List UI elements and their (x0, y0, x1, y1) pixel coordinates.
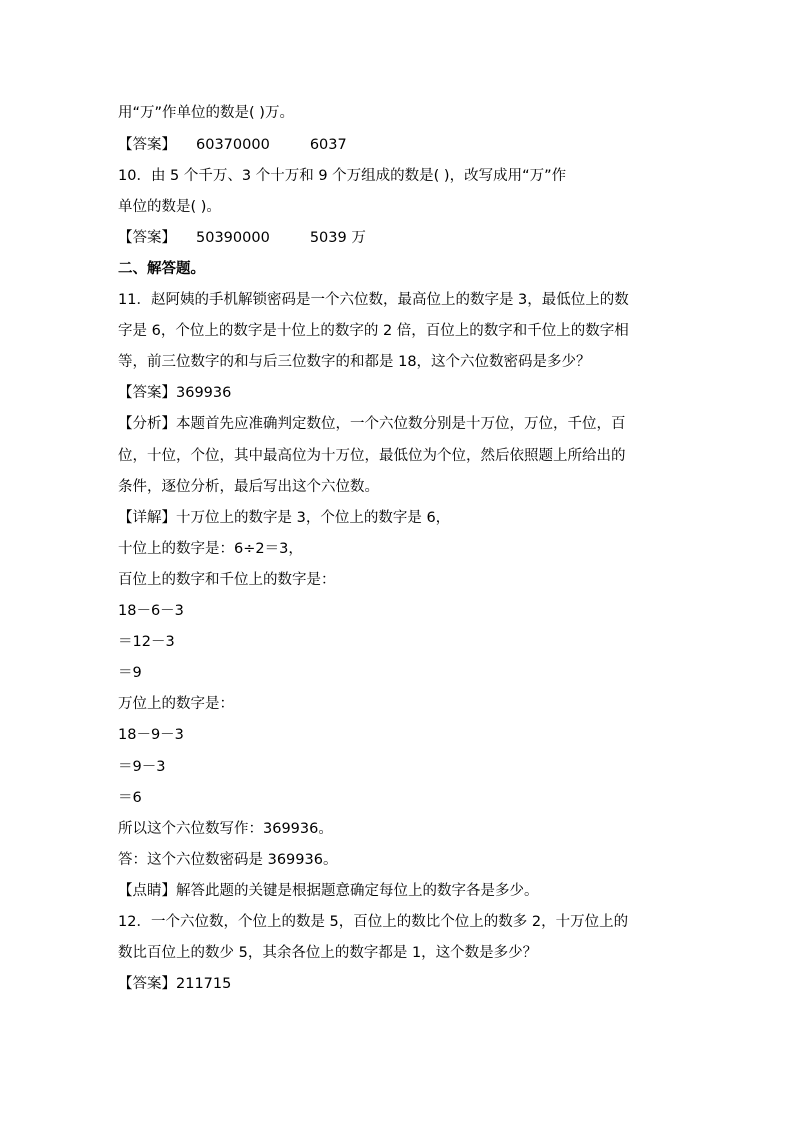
question-line: 10．由 5 个千万、3 个十万和 9 个万组成的数是( )，改写成用“万”作 (118, 168, 567, 184)
answer-value: 60370000 (196, 137, 270, 153)
answer-value: 50390000 (196, 230, 270, 246)
analysis-line: 位，十位，个位，其中最高位为十万位，最低位为个位，然后依照题上所给出的 (118, 448, 626, 464)
equation-line: ＝12－3 (118, 634, 175, 650)
detail-line: 答：这个六位数密码是 369936。 (118, 852, 338, 868)
question-line: 单位的数是( )。 (118, 199, 221, 215)
question-line: 11．赵阿姨的手机解锁密码是一个六位数，最高位上的数字是 3，最低位上的数 (118, 292, 629, 308)
equation-line: ＝6 (118, 790, 142, 806)
remark-line: 【点睛】解答此题的关键是根据题意确定每位上的数字各是多少。 (118, 883, 539, 899)
detail-line: 所以这个六位数写作：369936。 (118, 821, 333, 837)
detail-line: 十位上的数字是：6÷2＝3， (118, 541, 303, 557)
answer-line: 【答案】369936 (118, 385, 232, 401)
answer-value: 6037 (309, 137, 347, 153)
answer-line: 【答案】211715 (118, 976, 232, 992)
question-line: 等，前三位数字的和与后三位数字的和都是 18，这个六位数密码是多少？ (118, 354, 591, 370)
analysis-line: 条件，逐位分析，最后写出这个六位数。 (118, 479, 379, 495)
equation-line: 18－6－3 (118, 603, 184, 619)
section-heading: 二、解答题。 (118, 261, 205, 277)
equation-line: 18－9－3 (118, 727, 184, 743)
equation-line: ＝9 (118, 665, 142, 681)
answer-label: 【答案】 (118, 137, 176, 153)
detail-line: 【详解】十万位上的数字是 3，个位上的数字是 6， (118, 510, 451, 526)
answer-label: 【答案】 (118, 230, 176, 246)
analysis-line: 【分析】本题首先应准确判定数位，一个六位数分别是十万位，万位，千位，百 (118, 416, 626, 432)
answer-line (118, 228, 366, 248)
question-line: 字是 6，个位上的数字是十位上的数字的 2 倍，百位上的数字和千位上的数字相 (118, 323, 629, 339)
detail-line: 万位上的数字是： (118, 696, 234, 712)
question-line: 12．一个六位数，个位上的数是 5，百位上的数比个位上的数多 2，十万位上的 (118, 914, 629, 930)
text-line: 用“万”作单位的数是( )万。 (118, 105, 294, 121)
answer-value: 5039 万 (309, 230, 366, 246)
detail-line: 百位上的数字和千位上的数字是： (118, 572, 336, 588)
equation-line: ＝9－3 (118, 759, 166, 775)
question-line: 数比百位上的数少 5，其余各位上的数字都是 1，这个数是多少？ (118, 945, 538, 961)
answer-line (118, 135, 347, 155)
